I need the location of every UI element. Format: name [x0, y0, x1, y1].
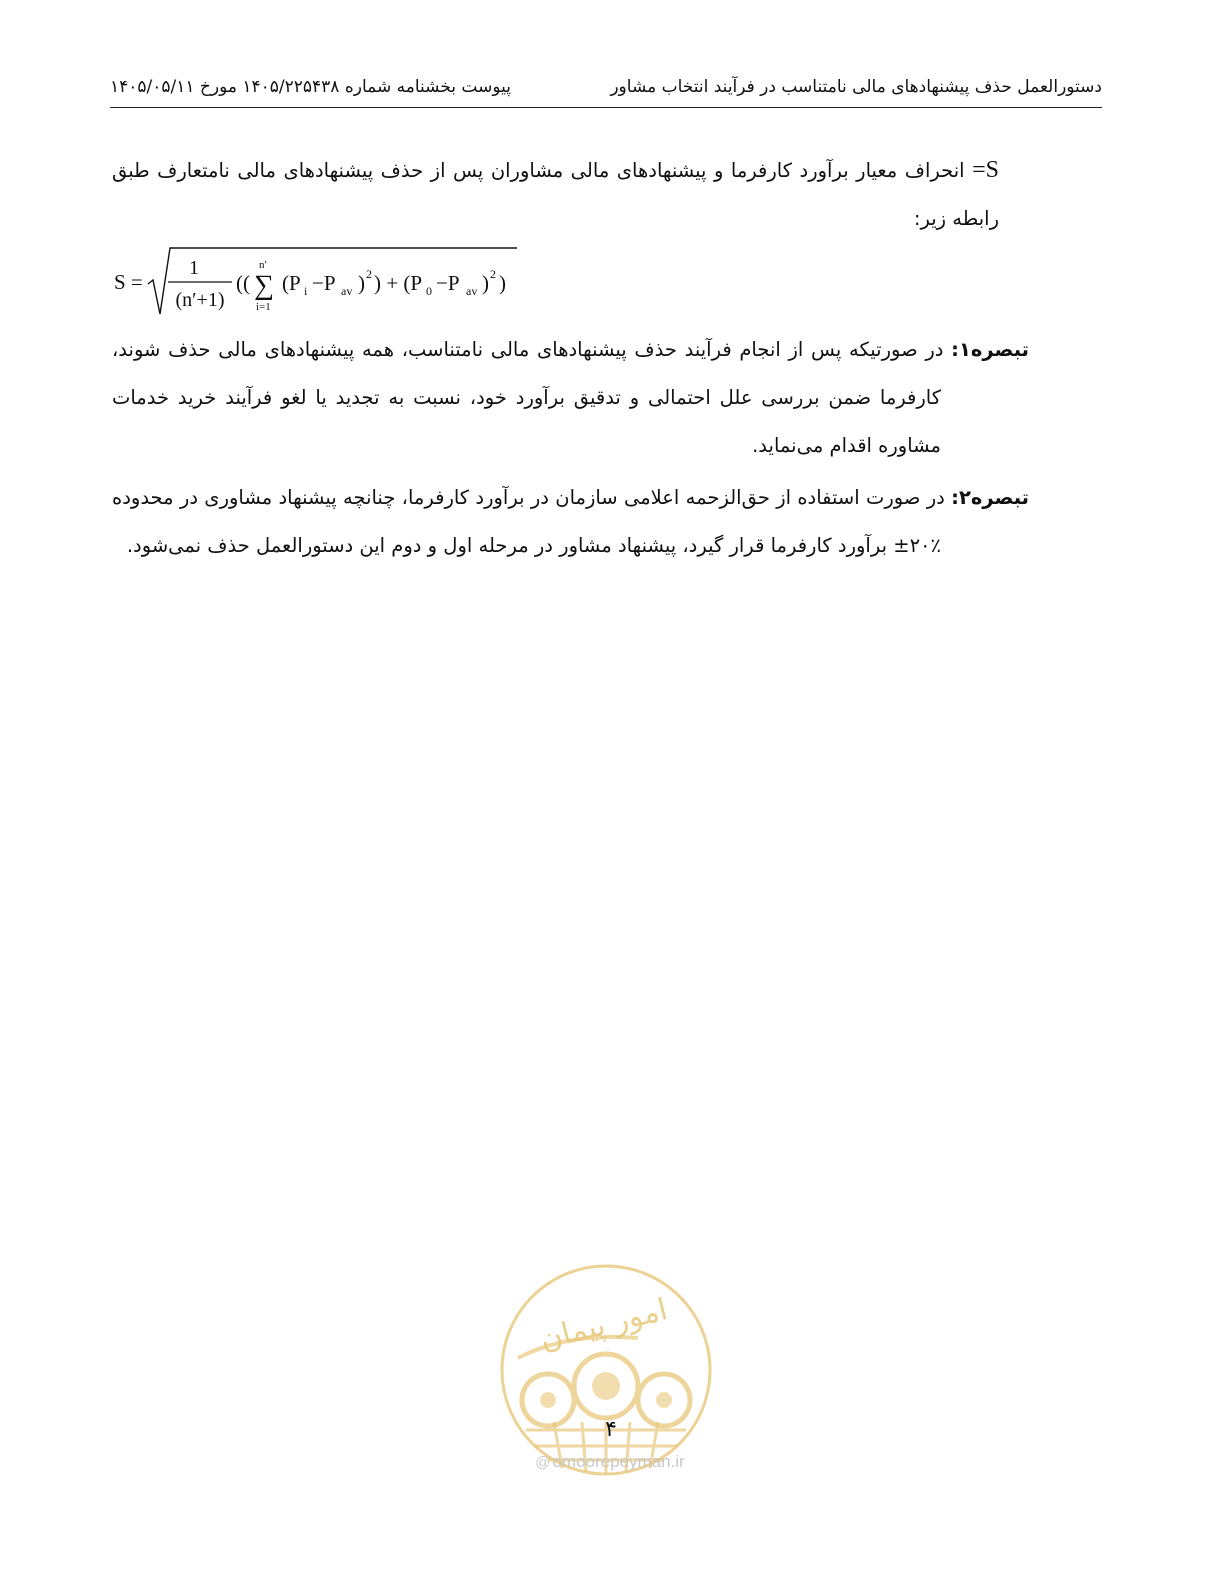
note-2-text: در صورت استفاده از حق‌الزحمه اعلامی سازمان در برآورد کارفرما، چنانچه پیشنهاد مشاوری در محدوده ٪۲۰± برآورد کارفرما قرار گیرد، پیشنهاد مشاور در مرحله اول و دوم این دستورالعمل حذف نمی‌شود. [112, 486, 952, 557]
s-symbol: S [985, 157, 999, 183]
formula-lhs: S = [114, 270, 143, 294]
term2-sub-0: 0 [426, 284, 432, 298]
term2-square: 2 [490, 267, 496, 281]
note-1-text: در صورتیکه پس از انجام فرآیند حذف پیشنهادهای مالی نامتناسب، همه پیشنهادهای مالی حذف شوند، کارفرما ضمن بررسی علل احتمالی و تدقیق برآورد خود، نسبت به تجدید یا لغو فرآیند خرید خدمات مشاوره اقدام می‌نماید. [112, 338, 952, 457]
s-definition-paragraph [112, 146, 999, 243]
term1-minus: −P [312, 271, 336, 295]
watermark-seal [498, 1262, 714, 1478]
page-header [110, 72, 1102, 102]
header-document-title: دستورالعمل حذف پیشنهادهای مالی نامتناسب در فرآیند انتخاب مشاور [610, 77, 1102, 97]
note-1-paragraph [112, 326, 1029, 470]
term2-minus: −P [436, 271, 460, 295]
term1-square: 2 [366, 267, 372, 281]
page-number: ۴ [605, 1417, 617, 1442]
term1-sub-i: i [304, 284, 308, 298]
note-1-label: تبصره۱: [951, 338, 1029, 361]
header-circular-reference: پیوست بخشنامه شماره ۱۴۰۵/۲۲۵۴۳۸ مورخ ۱۴۰۵/۰۵/۱۱ [110, 77, 512, 97]
seal-calligraphy: امور پیمان [536, 1292, 671, 1358]
website-text: omoorepeyman.ir [552, 1452, 685, 1471]
note-2-paragraph [112, 474, 1029, 570]
sum-sigma-icon: ∑ [254, 270, 274, 301]
equals-sign: = [972, 157, 986, 183]
term1-open: (P [282, 271, 301, 295]
website-watermark [500, 1452, 720, 1472]
sum-lower-limit: i=1 [256, 301, 271, 313]
formula-svg [110, 244, 530, 320]
s-definition-text: انحراف معیار برآورد کارفرما و پیشنهادهای مالی مشاوران پس از حذف پیشنهادهای مالی نامتعارف طبق رابطه زیر: [112, 159, 999, 230]
note-2-label: تبصره۲: [951, 486, 1029, 509]
standard-deviation-formula [110, 244, 530, 320]
term2-sub-av: av [466, 284, 478, 298]
at-sign-icon: @ [535, 1454, 551, 1471]
term1-close: ) [358, 271, 365, 295]
header-divider [110, 107, 1102, 108]
seal-logo-icon [498, 1262, 714, 1478]
fraction-denominator: (n′+1) [175, 289, 225, 311]
formula-open-parens: (( [236, 271, 250, 295]
formula-end: ) [499, 271, 506, 295]
fraction-numerator: 1 [189, 257, 199, 279]
term1-sub-av: av [341, 284, 353, 298]
sum-upper-limit: n′ [259, 259, 267, 271]
term2-close: ) [482, 271, 489, 295]
term2-open: ) + (P [374, 271, 423, 295]
